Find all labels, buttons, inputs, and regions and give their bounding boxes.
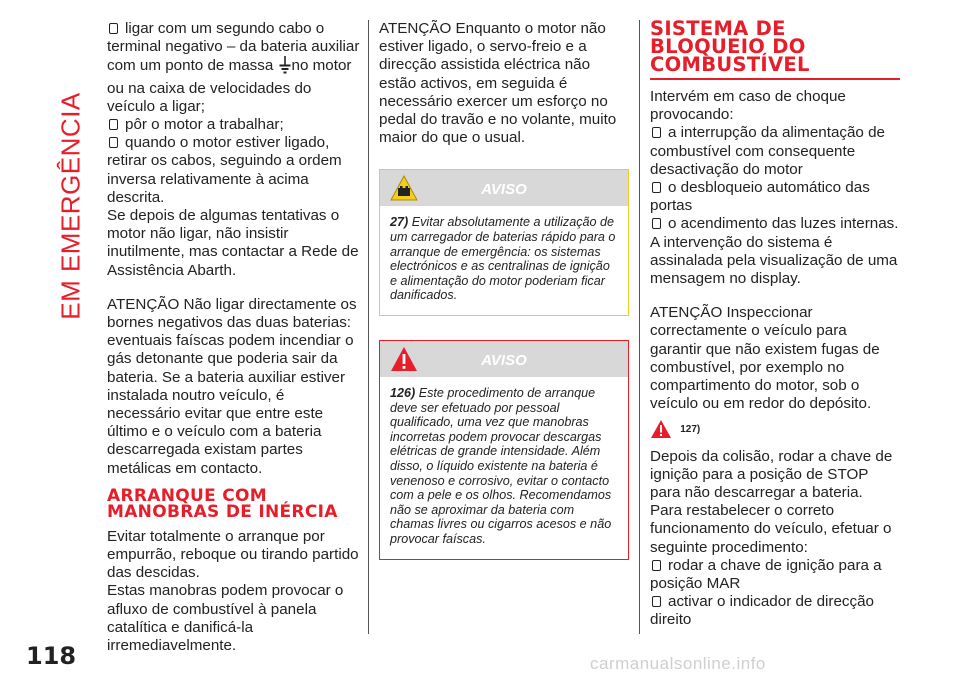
bullet-item: ligar com um segundo cabo o terminal negativo – da bateria auxiliar com um ponto de massa no motor ou na caixa de velocidades do veículo a ligar;: [107, 20, 360, 115]
column-2: [379, 20, 629, 584]
warning-box-title: AVISO: [481, 181, 527, 199]
column-divider-left: [368, 20, 369, 634]
paragraph: Depois da colisão, rodar a chave de ignição para a posição de STOP para não descarregar a bateria.: [650, 447, 893, 502]
attention-paragraph: ATENÇÃO Inspeccionar correctamente o veículo para garantir que não existem fugas de combustível, por exemplo no compartimento do motor, sob o veículo ou em redor do depósito.: [650, 304, 880, 413]
warning-box-2: [379, 340, 629, 560]
checkbox-bullet-icon: [652, 182, 661, 193]
checkbox-bullet-icon: [109, 137, 118, 148]
checkbox-bullet-icon: [109, 119, 118, 130]
bullet-item: rodar a chave de ignição para a posição MAR: [650, 556, 882, 593]
checkbox-bullet-icon: [652, 218, 661, 229]
column-3: [650, 17, 900, 630]
watermark: carmanualsonline.info: [590, 654, 766, 673]
warning-box-title: AVISO: [481, 351, 527, 369]
paragraph: Se depois de algumas tentativas o motor não ligar, não insistir inutilmente, mas contactar a Rede de Assistência Abarth.: [107, 207, 359, 279]
bullet-item: a interrupção da alimentação de combustível com consequente desactivação do motor: [650, 124, 885, 178]
paragraph: Evitar totalmente o arranque por empurrão, reboque ou tirando partido das descidas.: [107, 527, 359, 582]
section-side-title-text: EM EMERGÊNCIA: [55, 92, 86, 320]
section-side-title: [46, 16, 96, 396]
column-divider-right: [639, 20, 640, 634]
warning-box-header: [380, 341, 628, 377]
section-heading: SISTEMA DE BLOQUEIO DO COMBUSTÍVEL: [650, 20, 900, 80]
warning-reference: 127): [650, 419, 900, 441]
attention-paragraph: ATENÇÃO Não ligar directamente os bornes negativos das duas baterias: eventuais faíscas podem incendiar o gás detonante que poderia sair da bateria. Se a bateria auxiliar estiver instalada noutro veículo, é necessário evitar que entre este último e o veículo com a bateria descarregada existam partes metálicas em contacto.: [107, 295, 357, 477]
bullet-item: pôr o motor a trabalhar;: [107, 116, 360, 134]
danger-triangle-icon: [650, 423, 676, 440]
checkbox-bullet-icon: [652, 560, 661, 571]
paragraph: Intervém em caso de choque provocando:: [650, 88, 846, 124]
warning-box-1: [379, 169, 629, 316]
checkbox-bullet-icon: [109, 23, 118, 34]
bullet-item: o desbloqueio automático das portas: [650, 179, 870, 215]
bullet-item: quando o motor estiver ligado, retirar os cabos, seguindo a ordem inversa relativamente à acima descrita.: [107, 134, 342, 206]
warning-box-body: 126) Este procedimento de arranque deve ser efetuado por pessoal qualificado, uma vez que manobras incorretas podem provocar descargas elétricas de grande intensidade. Além disso, o líquido existente na bateria é venenoso e corrosivo, evitar o contacto com a pele e os olhos. Recomendamos não se aproximar da bateria com chamas livres ou cigarros acesos e não provocar faíscas.: [390, 385, 612, 546]
checkbox-bullet-icon: [652, 127, 661, 138]
checkbox-bullet-icon: [652, 596, 661, 607]
paragraph: Estas manobras podem provocar o afluxo de combustível à panela catalítica e danificá-la irremediavelmente.: [107, 582, 344, 655]
paragraph: Para restabelecer o correto funcionamento do veículo, efetuar o seguinte procedimento:: [650, 502, 892, 556]
bullet-item: o acendimento das luzes internas.: [650, 215, 900, 233]
warning-box-body: 27) Evitar absolutamente a utilização de um carregador de baterias rápido para o arranque de emergência: os sistemas electrónicos e as centralinas de ignição e alimentação do motor poderiam ficar danificados.: [390, 215, 616, 303]
warning-box-header: [380, 170, 628, 206]
page-number: 118: [26, 642, 77, 670]
attention-paragraph: ATENÇÃO Enquanto o motor não estiver ligado, o servo-freio e a direcção assistida eléctrica não estão activos, em seguida é necessário exercer um esforço no pedal do travão e no volante, muito maior do que o usual.: [379, 20, 617, 147]
column-1: [107, 20, 360, 655]
bullet-item: activar o indicador de direcção direito: [650, 593, 874, 629]
section-heading: ARRANQUE COM MANOBRAS DE INÉRCIA: [107, 485, 338, 522]
paragraph: A intervenção do sistema é assinalada pela visualização de uma mensagem no display.: [650, 233, 898, 288]
ground-symbol-icon: [279, 56, 291, 79]
